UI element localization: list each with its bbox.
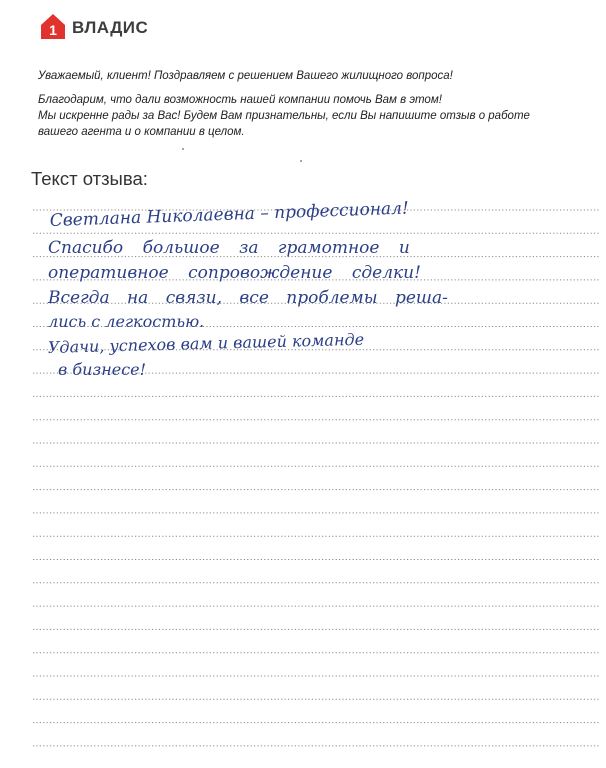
logo-digit: 1	[49, 22, 57, 38]
intro-line: Благодарим, что дали возможность нашей компании помочь Вам в этом!	[38, 94, 442, 106]
handwriting-line: в бизнесе!	[58, 360, 147, 379]
intro-line: вашего агента и о компании в целом.	[38, 126, 245, 138]
intro-greeting: Уважаемый, клиент! Поздравляем с решением Вашего жилищного вопроса!	[38, 70, 453, 82]
intro-line: Мы искренне рады за Вас! Будем Вам признательны, если Вы напишите отзыв о работе	[38, 110, 530, 122]
handwriting-line: Удачи, успехов вам и вашей команде	[47, 329, 365, 357]
brand-name: ВЛАДИС	[72, 18, 149, 37]
handwriting-line: Светлана Николаевна – профессионал!	[49, 198, 410, 231]
scan-speck	[300, 160, 302, 162]
scan-speck	[182, 148, 184, 150]
handwriting-line: Всегда на связи, все проблемы реша-	[48, 288, 448, 308]
handwriting-line: оперативное сопровождение сделки!	[48, 263, 421, 283]
handwriting-line: Спасибо большое за грамотное и	[48, 238, 410, 258]
handwriting-line: лись с легкостью.	[48, 312, 205, 331]
review-title: Текст отзыва:	[31, 168, 148, 189]
